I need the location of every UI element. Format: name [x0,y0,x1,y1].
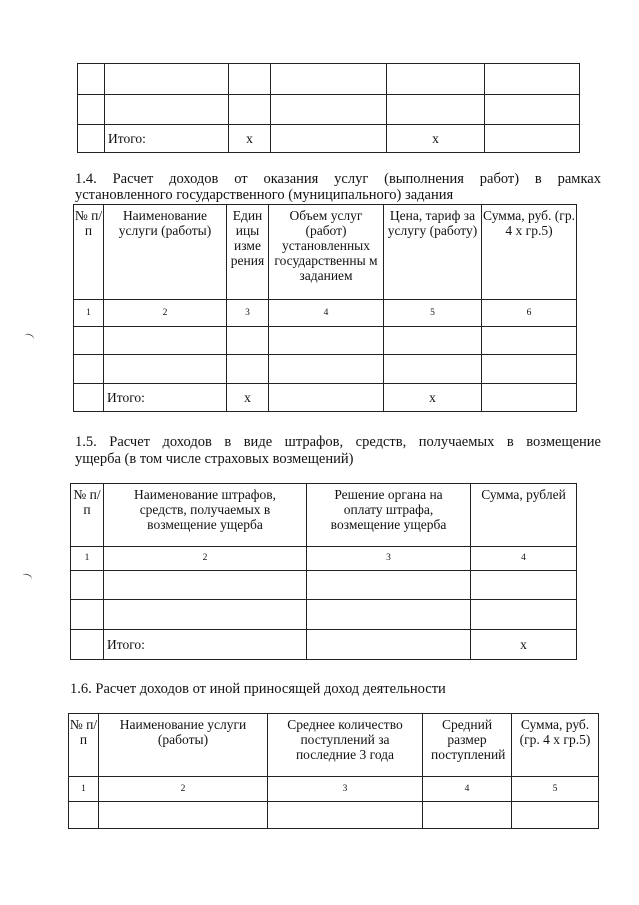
section-1-5-title-line1: 1.5. Расчет доходов в виде штрафов, средств, получаемых в возмещение [75,434,601,450]
col-header: Сумма, руб. (гр. 4 х гр.5) [512,714,599,777]
cell [78,95,105,125]
cell [74,384,104,412]
col-header: № п/п [71,484,104,547]
column-number-row [69,777,599,802]
total-row [74,384,577,412]
cell [384,355,482,384]
cell [485,64,580,95]
section-1-6-title: 1.6. Расчет доходов от иной приносящей доход деятельности [70,681,446,697]
cell [104,600,307,630]
col-number: 4 [423,777,512,802]
cell [78,125,105,153]
cell [471,600,577,630]
cell [229,95,271,125]
cell [423,802,512,829]
cell [105,64,229,95]
total-label: Итого: [105,125,229,153]
section-1-4-title-line1: 1.4. Расчет доходов от оказания услуг (выполнения работ) в рамках [75,171,601,187]
cell [271,64,387,95]
cell [269,327,384,355]
cell [307,630,471,660]
total-label: Итого: [104,384,227,412]
header-row [71,484,577,547]
total-row [78,125,580,153]
header-row [69,714,599,777]
col-number: 1 [69,777,99,802]
col-header: Наименование услуги (работы) [99,714,268,777]
cell [74,327,104,355]
cell [512,802,599,829]
table-services [73,204,577,412]
cell [104,355,227,384]
cell [384,327,482,355]
cell [229,64,271,95]
col-number: 4 [269,300,384,327]
cell [307,571,471,600]
cell [105,95,229,125]
col-header: Сумма, рублей [471,484,577,547]
col-number: 2 [104,547,307,571]
col-header: Наименование услуги (работы) [104,205,227,300]
table-row [69,802,599,829]
cell [71,630,104,660]
table-row [71,571,577,600]
table-row [74,355,577,384]
table-row [78,64,580,95]
cell [78,64,105,95]
cell [485,125,580,153]
margin-mark [21,573,33,583]
col-header: Решение органа на оплату штрафа, возмещение ущерба [307,484,471,547]
cell [387,64,485,95]
col-number: 6 [482,300,577,327]
col-number: 3 [307,547,471,571]
column-number-row [74,300,577,327]
col-number: 3 [227,300,269,327]
section-1-4-title-line2: установленного государственного (муниципального) задания [75,187,454,203]
cell: x [229,125,271,153]
margin-mark [23,333,35,343]
column-number-row [71,547,577,571]
cell [69,802,99,829]
header-row [74,205,577,300]
cell [269,355,384,384]
cell [482,384,577,412]
cell [104,327,227,355]
cell: x [471,630,577,660]
section-1-5-title-line2: ущерба (в том числе страховых возмещений) [75,451,354,467]
cell [99,802,268,829]
col-number: 2 [99,777,268,802]
cell [268,802,423,829]
col-number: 1 [74,300,104,327]
cell [269,384,384,412]
cell [227,327,269,355]
cell: x [227,384,269,412]
col-header: Цена, тариф за услугу (работу) [384,205,482,300]
cell [471,571,577,600]
cell [71,600,104,630]
col-number: 3 [268,777,423,802]
col-number: 5 [512,777,599,802]
col-header: № п/п [74,205,104,300]
table-row [71,600,577,630]
col-number: 4 [471,547,577,571]
table-other-income [68,713,599,829]
cell [104,571,307,600]
cell [482,355,577,384]
table-fines [70,483,577,660]
table-row [74,327,577,355]
table-continuation [77,63,580,153]
col-number: 1 [71,547,104,571]
cell [271,125,387,153]
col-header: Сумма, руб. (гр. 4 х гр.5) [482,205,577,300]
cell [482,327,577,355]
col-header: Среднее количество поступлений за последние 3 года [268,714,423,777]
col-header: № п/п [69,714,99,777]
table-row [78,95,580,125]
col-header: Наименование штрафов, средств, получаемых в возмещение ущерба [104,484,307,547]
total-label: Итого: [104,630,307,660]
cell: x [384,384,482,412]
cell: x [387,125,485,153]
cell [227,355,269,384]
cell [271,95,387,125]
total-row [71,630,577,660]
cell [387,95,485,125]
cell [71,571,104,600]
col-header: Един ицы изме рения [227,205,269,300]
cell [74,355,104,384]
col-number: 2 [104,300,227,327]
col-header: Средний размер поступлений [423,714,512,777]
col-number: 5 [384,300,482,327]
cell [307,600,471,630]
cell [485,95,580,125]
col-header: Объем услуг (работ) установленных государственны м заданием [269,205,384,300]
